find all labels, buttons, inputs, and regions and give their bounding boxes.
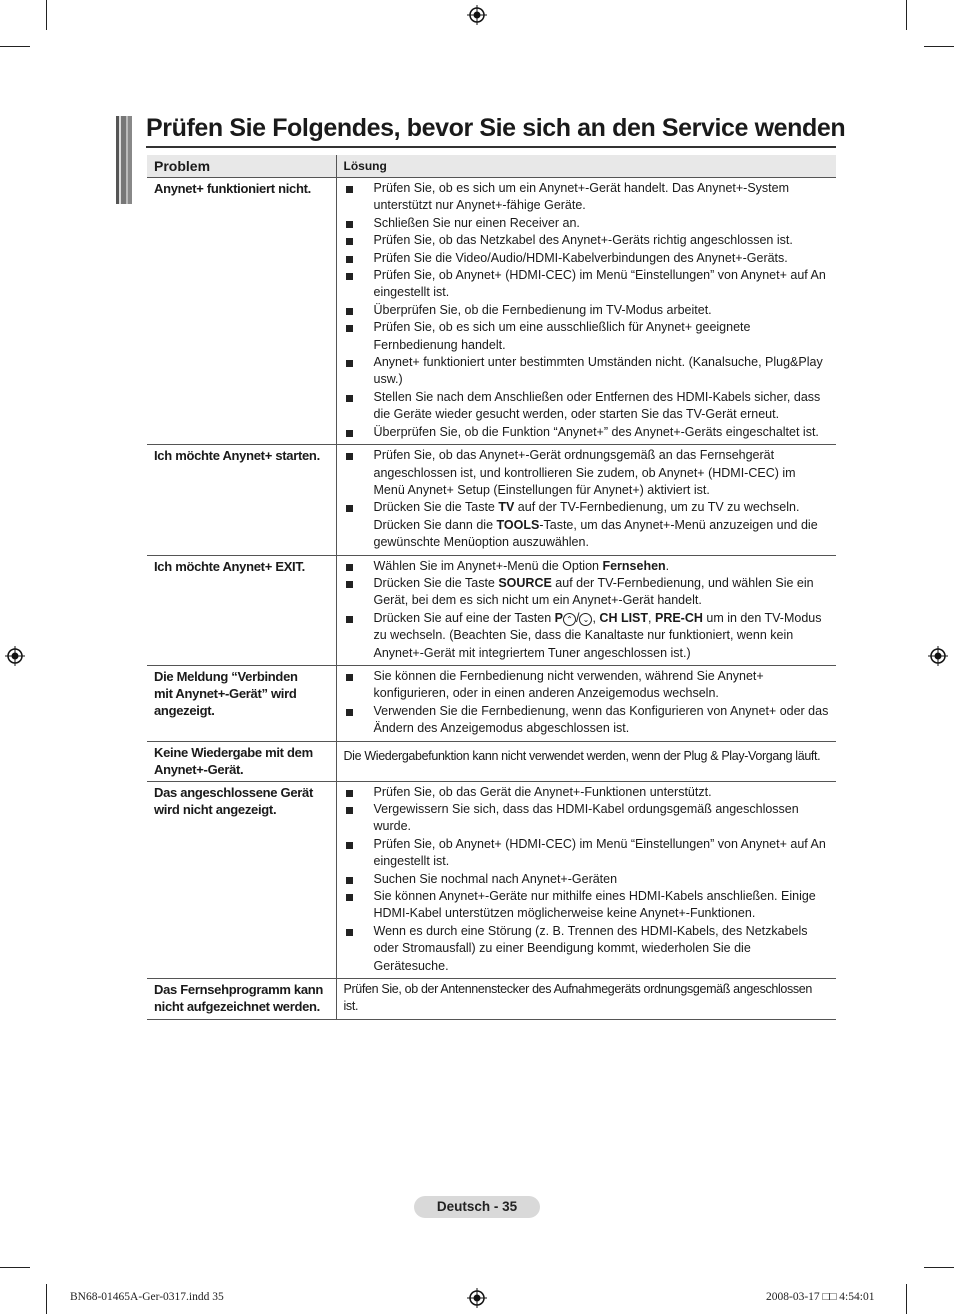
item-text: Wenn es durch eine Störung (z. B. Trennen des HDMI-Kabels, des Netzkabels oder Stromausfall) zu einer Beendigung kommt, wiederholen Sie die Gerätesuche.: [373, 923, 808, 973]
item-text: Verwenden Sie die Fernbedienung, wenn das Konfigurieren von Anynet+ oder das Ändern des Anzeigemodus abgeschlossen ist.: [373, 703, 829, 736]
key-pre-ch: PRE-CH: [654, 610, 703, 625]
table-row: [147, 979, 836, 1020]
item-text: .: [665, 558, 670, 573]
bullet-square-icon: [346, 929, 353, 936]
item-text: Suchen Sie nochmal nach Anynet+-Geräten: [373, 871, 618, 886]
crop-mark: [906, 1284, 907, 1314]
list-item: [344, 558, 830, 575]
item-text: um in den TV-Modus zu wechseln. (Beachten Sie, dass die Kanaltaste nur funktioniert, wenn kein Anynet+-Gerät mit integriertem Tuner angeschlossen ist.): [373, 610, 822, 660]
list-item: [344, 784, 830, 801]
crop-mark: [46, 1284, 47, 1314]
list-item: [344, 499, 830, 551]
item-text: Sie können die Fernbedienung nicht verwenden, während Sie Anynet+ konfigurieren, oder in einen anderen Anzeigemodus wechseln.: [373, 668, 764, 701]
bullet-square-icon: [346, 709, 353, 716]
problem-cell: Ich möchte Anynet+ starten.: [147, 445, 336, 555]
crop-mark: [0, 46, 30, 47]
bullet-square-icon: [346, 308, 353, 315]
problem-cell: Das Fernsehprogramm kann nicht aufgezeichnet werden.: [147, 979, 336, 1020]
list-item: [344, 871, 830, 888]
item-text: /: [575, 610, 580, 625]
bullet-square-icon: [346, 360, 353, 367]
list-item: [344, 267, 830, 302]
problem-cell: Anynet+ funktioniert nicht.: [147, 178, 336, 445]
registration-mark-icon: [928, 646, 948, 666]
table-row: [147, 178, 836, 445]
item-text: Prüfen Sie, ob Anynet+ (HDMI-CEC) im Menü “Einstellungen” von Anynet+ auf An eingestellt ist.: [373, 268, 826, 300]
solution-cell: [336, 178, 836, 445]
item-text: Vergewissern Sie sich, dass das HDMI-Kabel ordungsgemäß angeschlossen wurde.: [373, 802, 799, 834]
list-item: [344, 923, 830, 975]
item-text: Prüfen Sie, ob Anynet+ (HDMI-CEC) im Menü “Einstellungen” von Anynet+ auf An eingestellt ist.: [373, 836, 826, 869]
print-timestamp: 2008-03-17 □□ 4:54:01: [766, 1291, 875, 1303]
bullet-square-icon: [346, 453, 353, 460]
crop-mark: [46, 0, 47, 30]
bullet-square-icon: [346, 256, 353, 263]
list-item: [344, 836, 830, 871]
item-text: Stellen Sie nach dem Anschließen oder Entfernen des HDMI-Kabels sicher, dass die Geräte wieder gesucht werden, oder starten Sie das TV-Gerät erneut.: [373, 389, 821, 422]
item-text: Prüfen Sie, ob es sich um eine ausschließlich für Anynet+ geeignete Fernbedienung handelt.: [373, 320, 751, 352]
table-row: [147, 665, 836, 741]
item-text: Prüfen Sie die Video/Audio/HDMI-Kabelverbindungen des Anynet+-Geräts.: [373, 250, 788, 265]
crop-mark: [906, 0, 907, 30]
bullet-square-icon: [346, 430, 353, 437]
key-ch-list: CH LIST: [599, 610, 649, 625]
bullet-square-icon: [346, 894, 353, 901]
item-text: Überprüfen Sie, ob die Fernbedienung im TV-Modus arbeitet.: [373, 302, 712, 317]
list-item: [344, 354, 830, 389]
channel-down-icon: ⌄: [579, 613, 592, 626]
list-item: [344, 232, 830, 249]
item-text: -Taste, um das Anynet+-Menü anzuzeigen und die gewünschte Menüoption auszuwählen.: [373, 517, 818, 550]
table-row: [147, 445, 836, 555]
key-p: P: [554, 610, 563, 625]
list-item: [344, 447, 830, 499]
item-text: Wählen Sie im Anynet+-Menü die Option: [373, 558, 603, 573]
bullet-square-icon: [346, 221, 353, 228]
channel-up-icon: ⌃: [563, 613, 576, 626]
key-tv: TV: [498, 500, 515, 515]
list-item: [344, 319, 830, 354]
table-row: [147, 555, 836, 665]
solution-cell: [336, 781, 836, 978]
bullet-square-icon: [346, 395, 353, 402]
crop-mark: [924, 46, 954, 47]
list-item: [344, 668, 830, 703]
item-text: Schließen Sie nur einen Receiver an.: [373, 215, 580, 230]
page-title: Prüfen Sie Folgendes, bevor Sie sich an den Service wenden: [146, 114, 836, 148]
registration-mark-icon: [467, 1288, 487, 1308]
list-item: [344, 302, 830, 319]
item-text: Drücken Sie die Taste: [373, 500, 499, 515]
bullet-square-icon: [346, 273, 353, 280]
list-item: [344, 575, 830, 610]
solution-list: [344, 668, 830, 738]
key-tools: TOOLS: [496, 517, 540, 532]
bullet-square-icon: [346, 674, 353, 681]
table-header-row: [147, 155, 836, 178]
list-item: [344, 801, 830, 836]
bullet-square-icon: [346, 238, 353, 245]
item-text: Prüfen Sie, ob das Anynet+-Gerät ordnungsgemäß an das Fernsehgerät angeschlossen ist, und kontrollieren Sie zudem, ob Anynet+ (HDMI-CEC) im Menü Anynet+ Setup (Einstellungen für Anynet+) aktiviert ist.: [373, 448, 796, 497]
bullet-square-icon: [346, 186, 353, 193]
bullet-square-icon: [346, 581, 353, 588]
item-text: Prüfen Sie, ob es sich um ein Anynet+-Gerät handelt. Das Anynet+-System unterstützt nur Anynet+-fähige Geräte.: [373, 181, 790, 213]
item-text: ,: [648, 610, 655, 625]
problem-cell: Keine Wiedergabe mit dem Anynet+-Gerät.: [147, 741, 336, 781]
item-text: Drücken Sie die Taste: [373, 575, 499, 590]
table-row: [147, 781, 836, 978]
header-solution: Lösung: [336, 155, 836, 178]
registration-mark-icon: [5, 646, 25, 666]
bullet-square-icon: [346, 616, 353, 623]
problem-cell: Die Meldung “Verbinden mit Anynet+-Gerät” wird angezeigt.: [147, 665, 336, 741]
solution-cell: [336, 555, 836, 665]
item-text: Prüfen Sie, ob das Netzkabel des Anynet+-Geräts richtig angeschlossen ist.: [373, 233, 793, 248]
crop-mark: [924, 1267, 954, 1268]
solution-list: [344, 447, 830, 551]
item-text: ,: [592, 610, 600, 625]
header-problem: Problem: [147, 155, 336, 178]
list-item: [344, 610, 830, 662]
list-item: [344, 888, 830, 923]
bullet-square-icon: [346, 505, 353, 512]
key-source: SOURCE: [498, 575, 552, 590]
option-fernsehen: Fernsehen: [602, 558, 666, 573]
bullet-square-icon: [346, 842, 353, 849]
solution-cell: Die Wiedergabefunktion kann nicht verwendet werden, wenn der Plug & Play-Vorgang läuft.: [336, 741, 836, 781]
section-marker-bar: [116, 116, 132, 204]
registration-mark-icon: [467, 5, 487, 25]
crop-mark: [0, 1267, 30, 1268]
item-text: Überprüfen Sie, ob die Funktion “Anynet+” des Anynet+-Geräts eingeschaltet ist.: [373, 424, 819, 439]
bullet-square-icon: [346, 325, 353, 332]
solution-cell: Prüfen Sie, ob der Antennenstecker des Aufnahmegeräts ordnungsgemäß angeschlossen ist.: [336, 979, 836, 1020]
solution-list: [344, 784, 830, 975]
item-text: Anynet+ funktioniert unter bestimmten Umständen nicht. (Kanalsuche, Plug&Play usw.): [373, 355, 823, 387]
bullet-square-icon: [346, 877, 353, 884]
list-item: [344, 250, 830, 267]
solution-list: [344, 558, 830, 662]
item-text: Drücken Sie auf eine der Tasten: [373, 610, 555, 625]
solution-cell: [336, 445, 836, 555]
table-row: [147, 741, 836, 781]
bullet-square-icon: [346, 564, 353, 571]
list-item: [344, 215, 830, 232]
item-text: auf der TV-Fernbedienung, und wählen Sie ein Gerät, bei dem es sich nicht um ein Anynet+-Gerät handelt.: [373, 575, 814, 608]
list-item: [344, 389, 830, 424]
print-filename: BN68-01465A-Ger-0317.indd 35: [70, 1291, 224, 1303]
item-text: Sie können Anynet+-Geräte nur mithilfe eines HDMI-Kabels anschließen. Einige HDMI-Kabel unterstützen möglicherweise keine Anynet+-Funktionen.: [373, 889, 816, 921]
solution-list: [344, 180, 830, 441]
item-text: Prüfen Sie, ob das Gerät die Anynet+-Funktionen unterstützt.: [373, 784, 712, 799]
item-text: auf der TV-Fernbedienung, um zu TV zu wechseln. Drücken Sie dann die: [373, 500, 800, 532]
bullet-square-icon: [346, 807, 353, 814]
list-item: [344, 180, 830, 215]
troubleshooting-table: [147, 155, 836, 1020]
list-item: [344, 703, 830, 738]
problem-cell: Ich möchte Anynet+ EXIT.: [147, 555, 336, 665]
problem-cell: Das angeschlossene Gerät wird nicht angezeigt.: [147, 781, 336, 978]
solution-cell: [336, 665, 836, 741]
list-item: [344, 424, 830, 441]
bullet-square-icon: [346, 790, 353, 797]
page-number-label: Deutsch - 35: [414, 1196, 540, 1218]
